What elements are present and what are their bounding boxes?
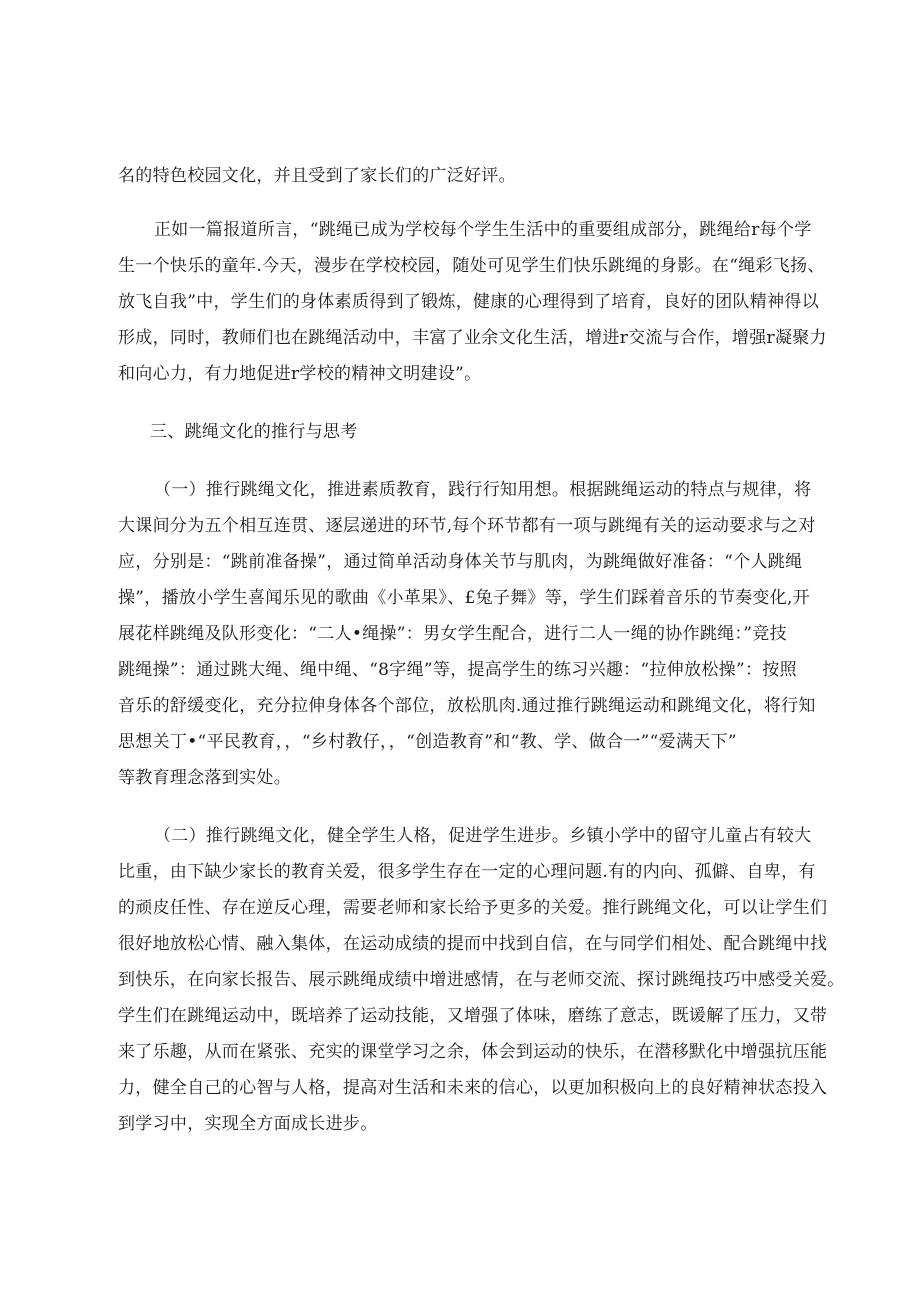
text-line: （二）推行跳绳文化，健全学生人格，促进学生进步。乡镇小学中的留守儿童占有较大: [154, 826, 812, 846]
text-line: 形成，同时，教师们也在跳绳活动中，丰富了业余文化生活，增进r交流与合作，增强r凝聚力: [118, 328, 827, 348]
text-line: 正如一篇报道所言，“跳绳已成为学校每个学生生活中的重要组成部分，跳绳给r每个学: [154, 220, 812, 240]
text-line: 生一个快乐的童年.今天，漫步在学校校园，随处可见学生们快乐跳绳的身影。在“绳彩飞扬、: [118, 256, 825, 276]
text-line: 名的特色校园文化，并且受到了家长们的广泛好评。: [118, 166, 516, 186]
text-line: 音乐的舒缓变化，充分拉伸身体各个部位，放松肌肉.通过推行跳绳运动和跳绳文化，将行知: [118, 696, 816, 716]
text-line: 展花样跳绳及队形变化：“二人•绳操”：男女学生配合，进行二人一绳的协作跳绳：”竞技: [118, 624, 787, 644]
text-line: 比重，由下缺少家长的教育关爱，很多学生存在一定的心理问题.有的内向、孤僻、自卑，有: [118, 862, 816, 882]
text-line: （一）推行跳绳文化，推进素质教育，践行行知用想。根据跳绳运动的特点与规律，将: [154, 480, 812, 500]
text-line: 跳绳操”：通过跳大绳、绳中绳、“8字绳”等，提高学生的练习兴趣：“拉伸放松操”：按照: [118, 660, 797, 680]
text-line: 的顽皮任性、存在逆反心理，需要老师和家长给予更多的关爱。推行跳绳文化，可以让学生们: [118, 898, 828, 918]
text-line: 思想关丁•“平民教育，，“乡村教仔，，“创造教育”和“教、学、做合一”“爱满天下”: [118, 732, 737, 752]
text-line: 等教育理念落到实处。: [118, 768, 291, 788]
paragraph-report-quote: [118, 212, 827, 392]
text-line: 力，健全自己的心智与人格，提高对生活和未来的信心，以更加积极向上的良好精神状态投入: [118, 1078, 828, 1098]
text-line: 来了乐趣，从而在紧张、充实的课堂学习之余，体会到运动的快乐，在潜移默化中增强抗压能: [118, 1042, 828, 1062]
text-line: 应，分别是：“跳前准备操”，通过简单活动身体关节与肌肉，为跳绳做好准备：“个人跳绳: [118, 552, 803, 572]
section-heading: [118, 414, 808, 450]
text-line: 和向心力，有力地促进r学校的精神文明建设”。: [118, 364, 482, 384]
text-line: 放飞自我”中，学生们的身体素质得到了锻炼，健康的心理得到了培育，良好的团队精神得以: [118, 292, 819, 312]
paragraph-intro-end: [118, 158, 808, 194]
text-line: 学生们在跳绳运动中，既培养了运动技能，又增强了体味，磨练了意志，既谖解了压力，又带: [118, 1006, 828, 1026]
text-line: 到学习中，实现全方面成长进步。: [118, 1114, 378, 1134]
paragraph-subsection-two: [118, 818, 845, 1142]
paragraph-subsection-one: [118, 472, 816, 796]
text-line: 到快乐，在向家长报告、展示跳绳成绩中增进感情，在与老师交流、探讨跳绳技巧中感受关爱。: [118, 970, 845, 990]
text-line: 操”，播放小学生喜闻乐见的歌曲《小革果》、£兔子舞》等，学生们踩着音乐的节奏变化,开: [118, 588, 811, 608]
text-line: 很好地放松心情、融入集体，在运动成绩的提而中找到自信，在与同学们相处、配合跳绳中找: [118, 934, 828, 954]
text-line: 大课间分为五个相互连贯、逐层递进的环节,每个环节都有一项与跳绳有关的运动要求与之对: [118, 516, 816, 536]
document-body: [118, 158, 845, 1142]
section-heading-text: 三、跳绳文化的推行与思考: [150, 422, 358, 442]
